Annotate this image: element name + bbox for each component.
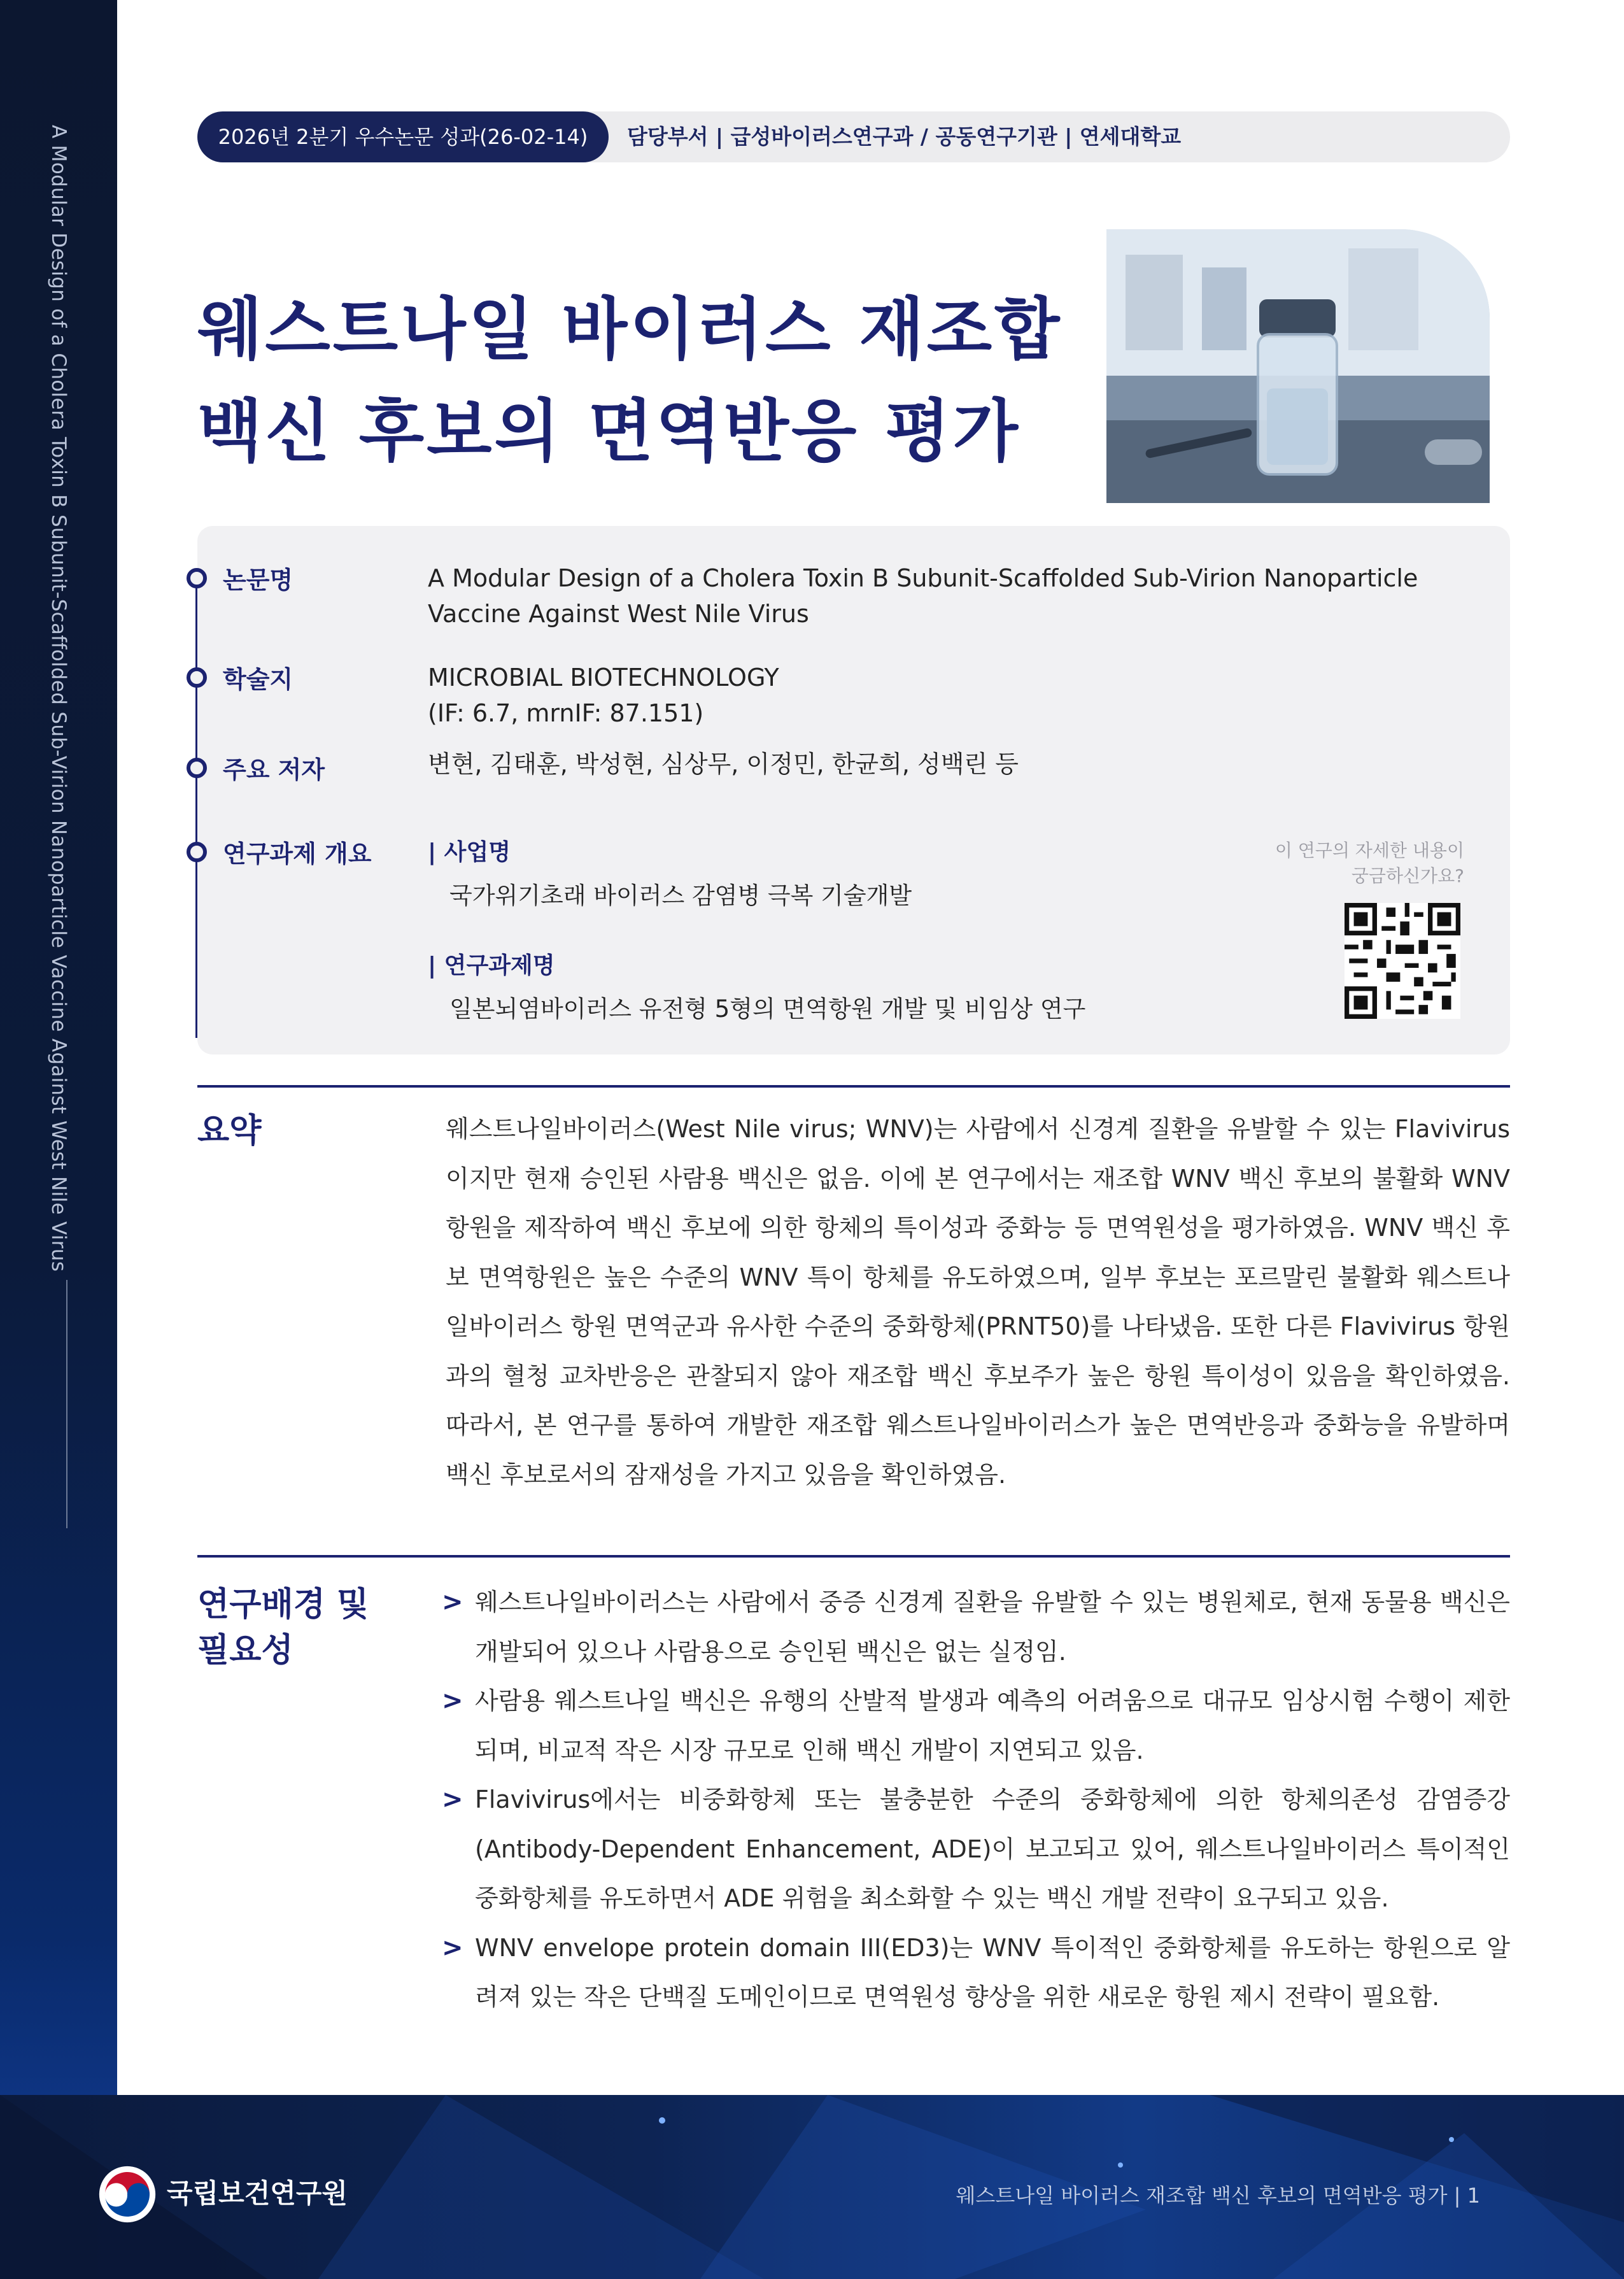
summary-text: 웨스트나일바이러스(West Nile virus; WNV)는 사람에서 신경계 질환을 유발할 수 있는 Flavivirus이지만 현재 승인된 사람용 백신은 없음. 이에 본 연구에서는 재조합 WNV 백신 후보의 불활화 WNV 항원을 제작하여 백신 후보에 의한 항체의 특이성과 중화능 등 면역원성을 평가하였음. WNV 백신 후보 면역항원은 높은 수준의 WNV 특이 항체를 유도하였으며, 일부 후보는 포르말린 불활화 웨스트나일바이러스 항원 면역군과 유사한 수준의 중화항체(PRNT50)를 나타냈음. 또한 다른 Flavivirus 항원과의 혈청 교차반응은 관찰되지 않아 재조합 백신 후보주가 높은 항원 특이성이 있음을 확인하였음. 따라서, 본 연구를 통하여 개발한 재조합 웨스트나일바이러스가 높은 면역반응과 중화능을 유발하며 백신 후보로서의 잠재성을 가지고 있음을 확인하였음. xyxy=(446,1115,1510,1489)
journal-label: 학술지 xyxy=(223,665,293,693)
sidebar-vertical-title: A Modular Design of a Cholera Toxin B Subunit-Scaffolded Sub-Virion Nanoparticle Vaccine Against West Nile Virus xyxy=(47,125,70,1272)
background-heading-line-1: 연구배경 및 xyxy=(197,1586,369,1624)
paper-title-label: 논문명 xyxy=(223,566,293,594)
chevron-right-icon: > xyxy=(442,1785,463,1814)
paper-title-value: A Modular Design of a Cholera Toxin B Subunit-Scaffolded Sub-Virion Nanoparticle Vaccine Against West Nile Virus xyxy=(428,564,1418,628)
title-line-2: 백신 후보의 면역반응 평가 xyxy=(197,392,1021,471)
qr-caption-line-2: 궁금하신가요? xyxy=(1351,865,1464,886)
project-label: 연구과제 개요 xyxy=(223,840,372,868)
journal-name: MICROBIAL BIOTECHNOLOGY xyxy=(428,664,779,692)
section-divider xyxy=(197,1085,1510,1088)
authors-value: 변현, 김태훈, 박성현, 심상무, 이정민, 한균희, 성백린 등 xyxy=(428,750,1019,778)
list-item xyxy=(439,1924,1510,2022)
lab-vial-photo xyxy=(1106,229,1490,503)
sidebar-divider xyxy=(66,1280,67,1528)
page-title xyxy=(197,279,1089,483)
list-item xyxy=(439,1578,1510,1677)
list-item-text: 사람용 웨스트나일 백신은 유행의 산발적 발생과 예측의 어려움으로 대규모 임상시험 수행이 제한되며, 비교적 작은 시장 규모로 인해 백신 개발이 지연되고 있음. xyxy=(475,1687,1510,1764)
list-item xyxy=(439,1775,1510,1924)
background-list xyxy=(439,1578,1510,2022)
bullet-icon xyxy=(187,758,207,778)
bullet-icon xyxy=(187,842,207,862)
page-footer: 웨스트나일 바이러스 재조합 백신 후보의 면역반응 평가 | 1 xyxy=(956,2183,1480,2208)
list-item-text: Flavivirus에서는 비중화항체 또는 불충분한 수준의 중화항체에 의한 항체의존성 감염증강(Antibody-Dependent Enhancement, ADE)이 보고되고 있어, 웨스트나일바이러스 특이적인 중화항체를 유도하면서 ADE 위험을 최소화할 수 있는 백신 개발 전략이 요구되고 있음. xyxy=(475,1786,1510,1912)
sidebar xyxy=(0,0,117,2279)
qr-caption xyxy=(1210,838,1464,889)
chevron-right-icon: > xyxy=(442,1686,463,1715)
info-timeline xyxy=(195,576,197,1038)
background-heading xyxy=(197,1582,369,1673)
department-info: 담당부서 | 급성바이러스연구과 / 공동연구기관 | 연세대학교 xyxy=(627,124,1182,149)
quarter-badge: 2026년 2분기 우수논문 성과(26-02-14) xyxy=(197,111,609,162)
journal-metrics: (IF: 6.7, mrnIF: 87.151) xyxy=(428,699,704,727)
chevron-right-icon: > xyxy=(442,1933,463,1963)
list-item-text: WNV envelope protein domain III(ED3)는 WNV 특이적인 중화항체를 유도하는 항원으로 알려져 있는 작은 단백질 도메인이므로 면역원성 향상을 위한 새로운 항원 제시 전략이 필요함. xyxy=(475,1933,1510,2011)
bullet-icon xyxy=(187,568,207,588)
program-value: 국가위기초래 바이러스 감염병 극복 기술개발 xyxy=(449,882,912,909)
title-line-1: 웨스트나일 바이러스 재조합 xyxy=(197,290,1063,369)
project-title-value: 일본뇌염바이러스 유전형 5형의 면역항원 개발 및 비임상 연구 xyxy=(449,995,1086,1023)
section-divider xyxy=(197,1555,1510,1558)
institute-logo-icon xyxy=(98,2165,157,2224)
qr-code-icon[interactable] xyxy=(1345,903,1460,1019)
program-label: | 사업명 xyxy=(428,839,511,865)
summary-heading: 요약 xyxy=(197,1112,262,1150)
bullet-icon xyxy=(187,667,207,688)
qr-caption-line-1: 이 연구의 자세한 내용이 xyxy=(1274,840,1464,861)
background-heading-line-2: 필요성 xyxy=(197,1631,293,1670)
project-title-label: | 연구과제명 xyxy=(428,953,555,979)
institute-name: 국립보건연구원 xyxy=(167,2178,348,2209)
authors-label: 주요 저자 xyxy=(223,756,325,784)
list-item xyxy=(439,1677,1510,1775)
chevron-right-icon: > xyxy=(442,1587,463,1617)
list-item-text: 웨스트나일바이러스는 사람에서 중증 신경계 질환을 유발할 수 있는 병원체로, 현재 동물용 백신은 개발되어 있으나 사람용으로 승인된 백신은 없는 실정임. xyxy=(475,1588,1510,1666)
